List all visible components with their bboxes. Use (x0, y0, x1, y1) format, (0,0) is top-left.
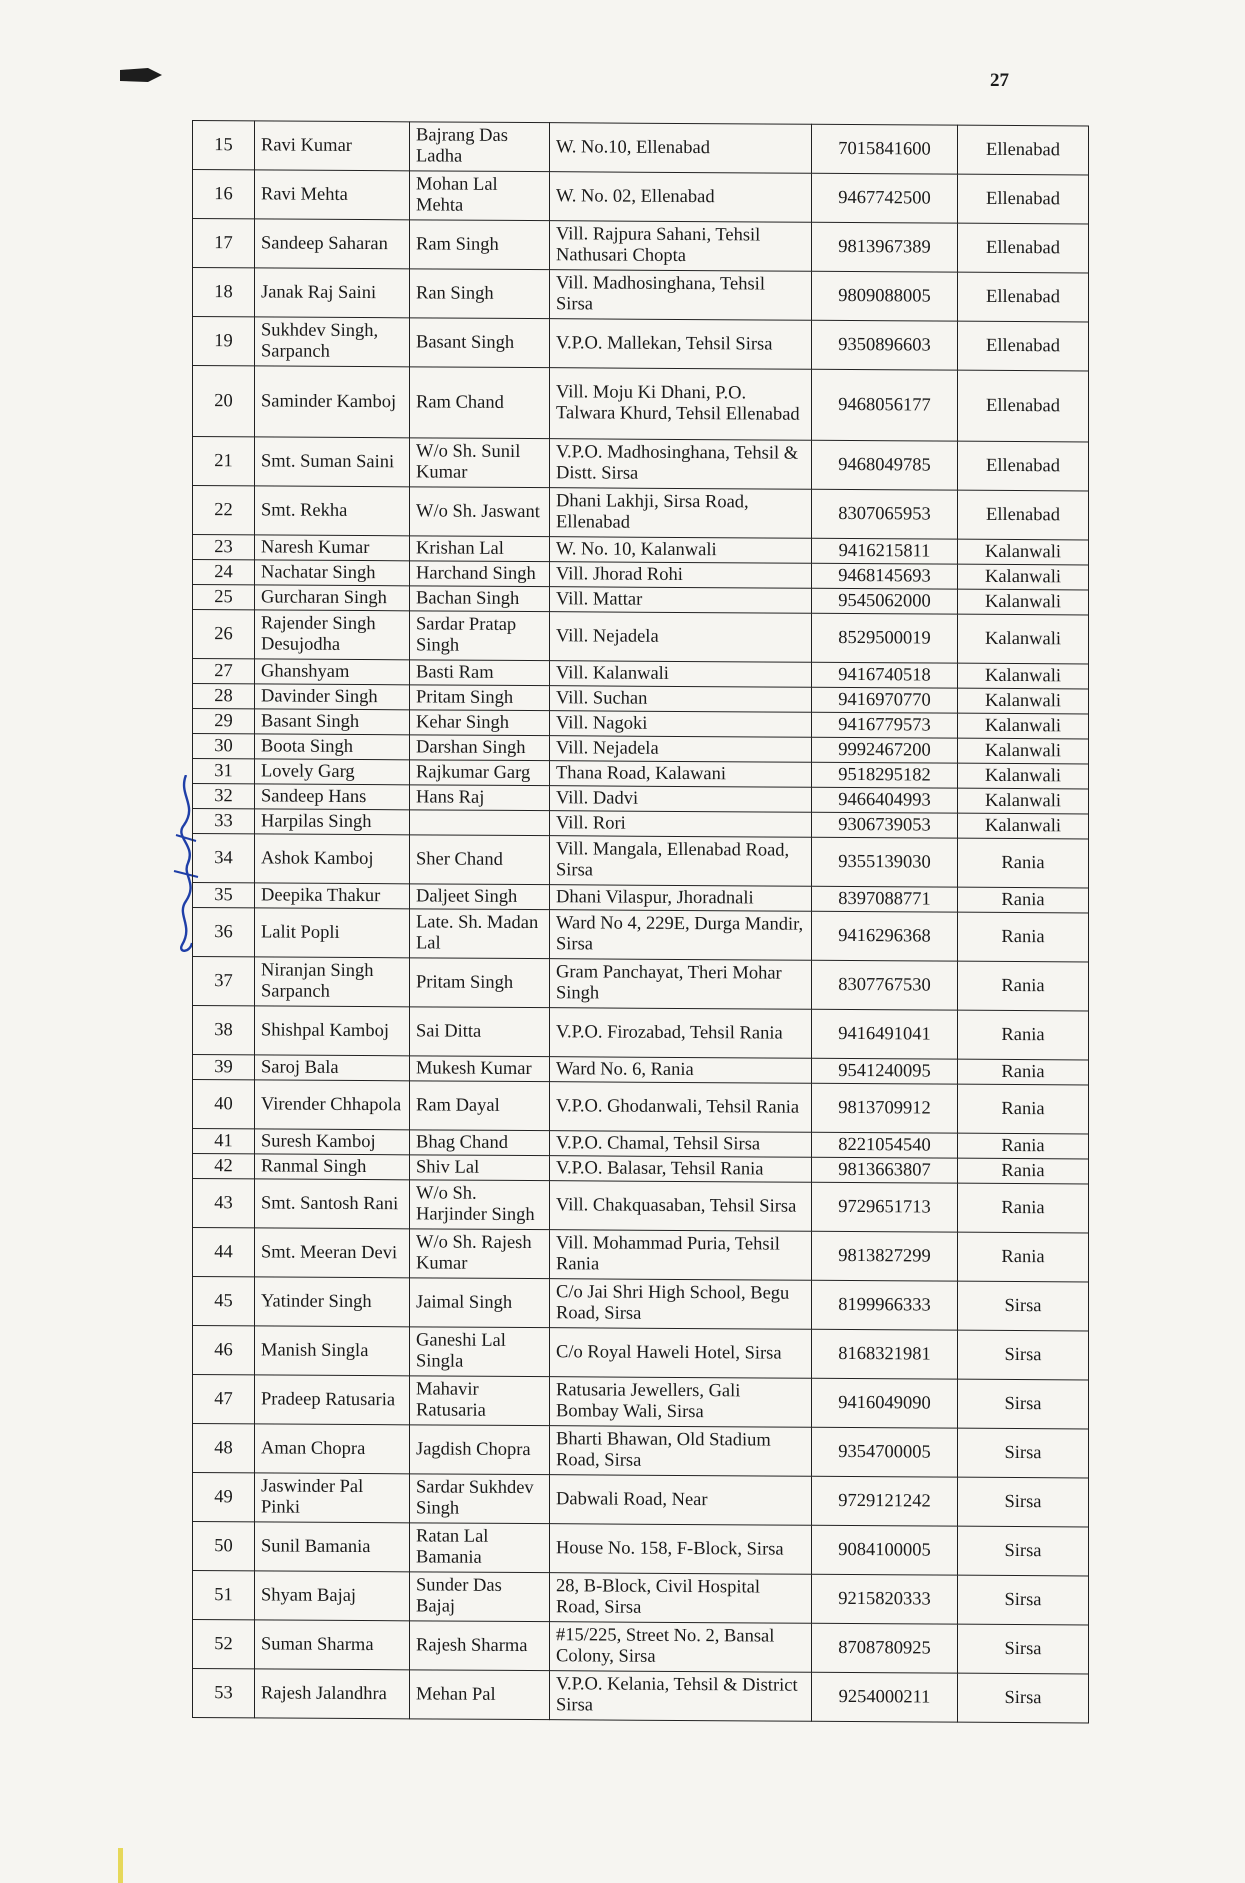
relation-name-cell: Bachan Singh (410, 586, 550, 612)
name-cell: Suman Sharma (255, 1620, 410, 1670)
serial-number-cell: 41 (193, 1129, 255, 1154)
name-cell: Gurcharan Singh (255, 585, 410, 611)
serial-number-cell: 18 (193, 268, 255, 317)
table-body (193, 121, 1089, 1723)
area-cell: Sirsa (958, 1281, 1089, 1331)
address-cell: Vill. Rajpura Sahani, Tehsil Nathusari Chopta (550, 221, 812, 272)
area-cell: Kalanwali (958, 813, 1089, 839)
table-row (193, 610, 1089, 664)
name-cell: Rajesh Jalandhra (255, 1669, 410, 1719)
relation-name-cell: Bajrang Das Ladha (410, 122, 550, 172)
relation-name-cell: Pritam Singh (410, 958, 550, 1008)
serial-number-cell: 46 (193, 1326, 255, 1375)
name-cell: Naresh Kumar (255, 535, 410, 561)
relation-name-cell: W/o Sh. Harjinder Singh (410, 1180, 550, 1230)
name-cell: Boota Singh (255, 734, 410, 760)
relation-name-cell: Bhag Chand (410, 1130, 550, 1156)
phone-number-cell: 9729651713 (812, 1182, 958, 1232)
address-cell: Vill. Jhorad Rohi (550, 562, 812, 589)
address-cell: Vill. Mohammad Puria, Tehsil Rania (550, 1230, 812, 1281)
serial-number-cell: 48 (193, 1424, 255, 1473)
area-cell: Kalanwali (958, 539, 1089, 565)
address-cell: W. No. 02, Ellenabad (550, 172, 812, 223)
table-row (193, 1620, 1089, 1674)
member-list-table (192, 120, 1089, 1723)
relation-name-cell: Ram Singh (410, 220, 550, 270)
phone-number-cell: 9813663807 (812, 1157, 958, 1183)
phone-number-cell: 9416491041 (812, 1009, 958, 1059)
name-cell: Ravi Kumar (255, 121, 410, 171)
area-cell: Ellenabad (958, 125, 1089, 175)
relation-name-cell: Mahavir Ratusaria (410, 1376, 550, 1426)
address-cell: #15/225, Street No. 2, Bansal Colony, Sirsa (550, 1622, 812, 1673)
table-row (193, 219, 1089, 273)
serial-number-cell: 27 (193, 659, 255, 684)
phone-number-cell: 9468056177 (812, 369, 958, 441)
address-cell: House No. 158, F-Block, Sirsa (550, 1524, 812, 1575)
serial-number-cell: 31 (193, 759, 255, 784)
area-cell: Rania (958, 838, 1089, 888)
table-row (193, 121, 1089, 175)
area-cell: Rania (958, 1232, 1089, 1282)
name-cell: Saroj Bala (255, 1055, 410, 1081)
area-cell: Ellenabad (958, 370, 1089, 442)
phone-number-cell: 9729121242 (812, 1476, 958, 1526)
address-cell: V.P.O. Mallekan, Tehsil Sirsa (550, 319, 812, 370)
area-cell: Kalanwali (958, 663, 1089, 689)
address-cell: Dabwali Road, Near (550, 1475, 812, 1526)
serial-number-cell: 39 (193, 1055, 255, 1080)
phone-number-cell: 9416779573 (812, 712, 958, 738)
area-cell: Sirsa (958, 1673, 1089, 1723)
table-row (193, 834, 1089, 888)
serial-number-cell: 28 (193, 684, 255, 709)
phone-number-cell: 9254000211 (812, 1672, 958, 1722)
area-cell: Rania (958, 912, 1089, 962)
table-row (193, 170, 1089, 224)
name-cell: Smt. Santosh Rani (255, 1179, 410, 1229)
address-cell: 28, B-Block, Civil Hospital Road, Sirsa (550, 1573, 812, 1624)
name-cell: Virender Chhapola (255, 1080, 410, 1130)
name-cell: Ghanshyam (255, 659, 410, 685)
table-row (193, 268, 1089, 322)
address-cell: Vill. Mattar (550, 587, 812, 614)
serial-number-cell: 22 (193, 486, 255, 535)
area-cell: Rania (958, 961, 1089, 1011)
area-cell: Kalanwali (958, 738, 1089, 764)
phone-number-cell: 9813967389 (812, 222, 958, 272)
name-cell: Smt. Meeran Devi (255, 1228, 410, 1278)
address-cell: Thana Road, Kalawani (550, 761, 812, 788)
address-cell: W. No. 10, Kalanwali (550, 537, 812, 564)
name-cell: Aman Chopra (255, 1424, 410, 1474)
area-cell: Ellenabad (958, 321, 1089, 371)
relation-name-cell: Rajesh Sharma (410, 1621, 550, 1671)
serial-number-cell: 44 (193, 1228, 255, 1277)
area-cell: Rania (958, 1133, 1089, 1159)
name-cell: Suresh Kamboj (255, 1129, 410, 1155)
phone-number-cell: 8529500019 (812, 613, 958, 663)
table-row (193, 366, 1089, 442)
serial-number-cell: 32 (193, 784, 255, 809)
name-cell: Pradeep Ratusaria (255, 1375, 410, 1425)
phone-number-cell: 9545062000 (812, 588, 958, 614)
relation-name-cell: Ram Chand (410, 367, 550, 439)
phone-number-cell: 8307767530 (812, 960, 958, 1010)
punch-hole-mark (118, 62, 164, 88)
relation-name-cell: Mohan Lal Mehta (410, 171, 550, 221)
area-cell: Kalanwali (958, 713, 1089, 739)
serial-number-cell: 49 (193, 1473, 255, 1522)
name-cell: Lovely Garg (255, 759, 410, 785)
address-cell: Vill. Nagoki (550, 711, 812, 738)
relation-name-cell: Mehan Pal (410, 1670, 550, 1720)
table-row (193, 486, 1089, 540)
table-row (193, 317, 1089, 371)
area-cell: Sirsa (958, 1428, 1089, 1478)
table-row (193, 1375, 1089, 1429)
serial-number-cell: 36 (193, 908, 255, 957)
area-cell: Sirsa (958, 1575, 1089, 1625)
address-cell: V.P.O. Ghodanwali, Tehsil Rania (550, 1082, 812, 1133)
area-cell: Kalanwali (958, 589, 1089, 615)
area-cell: Sirsa (958, 1379, 1089, 1429)
area-cell: Sirsa (958, 1624, 1089, 1674)
relation-name-cell: Sardar Sukhdev Singh (410, 1474, 550, 1524)
serial-number-cell: 45 (193, 1277, 255, 1326)
phone-number-cell: 9416049090 (812, 1378, 958, 1428)
address-cell: V.P.O. Firozabad, Tehsil Rania (550, 1008, 812, 1059)
relation-name-cell: Ran Singh (410, 269, 550, 319)
serial-number-cell: 17 (193, 219, 255, 268)
phone-number-cell: 9467742500 (812, 173, 958, 223)
table-row (193, 1006, 1089, 1060)
serial-number-cell: 26 (193, 610, 255, 659)
phone-number-cell: 9416296368 (812, 911, 958, 961)
name-cell: Yatinder Singh (255, 1277, 410, 1327)
relation-name-cell: Ram Dayal (410, 1081, 550, 1131)
table-row (193, 1277, 1089, 1331)
table-row (193, 957, 1089, 1011)
phone-number-cell: 8397088771 (812, 886, 958, 912)
area-cell: Ellenabad (958, 490, 1089, 540)
serial-number-cell: 53 (193, 1669, 255, 1718)
serial-number-cell: 37 (193, 957, 255, 1006)
relation-name-cell: Jaimal Singh (410, 1278, 550, 1328)
table-row (193, 1228, 1089, 1282)
serial-number-cell: 21 (193, 437, 255, 486)
phone-number-cell: 9416970770 (812, 687, 958, 713)
serial-number-cell: 43 (193, 1179, 255, 1228)
address-cell: Ward No 4, 229E, Durga Mandir, Sirsa (550, 910, 812, 961)
address-cell: Vill. Suchan (550, 686, 812, 713)
address-cell: Vill. Chakquasaban, Tehsil Sirsa (550, 1181, 812, 1232)
address-cell: Ward No. 6, Rania (550, 1057, 812, 1084)
relation-name-cell: Harchand Singh (410, 561, 550, 587)
relation-name-cell: Sunder Das Bajaj (410, 1572, 550, 1622)
relation-name-cell: Basti Ram (410, 660, 550, 686)
address-cell: Bharti Bhawan, Old Stadium Road, Sirsa (550, 1426, 812, 1477)
name-cell: Jaswinder Pal Pinki (255, 1473, 410, 1523)
serial-number-cell: 35 (193, 883, 255, 908)
phone-number-cell: 9416740518 (812, 662, 958, 688)
name-cell: Shishpal Kamboj (255, 1006, 410, 1056)
relation-name-cell: Ratan Lal Bamania (410, 1523, 550, 1573)
serial-number-cell: 29 (193, 709, 255, 734)
area-cell: Kalanwali (958, 763, 1089, 789)
relation-name-cell: Late. Sh. Madan Lal (410, 909, 550, 959)
area-cell: Rania (958, 1084, 1089, 1134)
phone-number-cell: 9813827299 (812, 1231, 958, 1281)
name-cell: Ranmal Singh (255, 1154, 410, 1180)
phone-number-cell: 9215820333 (812, 1574, 958, 1624)
area-cell: Ellenabad (958, 441, 1089, 491)
name-cell: Niranjan Singh Sarpanch (255, 957, 410, 1007)
name-cell: Saminder Kamboj (255, 366, 410, 438)
phone-number-cell: 9354700005 (812, 1427, 958, 1477)
address-cell: Vill. Nejadela (550, 612, 812, 663)
phone-number-cell: 8199966333 (812, 1280, 958, 1330)
relation-name-cell: W/o Sh. Jaswant (410, 487, 550, 537)
area-cell: Rania (958, 1059, 1089, 1085)
name-cell: Rajender Singh Desujodha (255, 610, 410, 660)
phone-number-cell: 9468049785 (812, 440, 958, 490)
relation-name-cell: Rajkumar Garg (410, 760, 550, 786)
name-cell: Janak Raj Saini (255, 268, 410, 318)
page-number: 27 (990, 70, 1009, 91)
name-cell: Sunil Bamania (255, 1522, 410, 1572)
serial-number-cell: 40 (193, 1080, 255, 1129)
phone-number-cell: 9350896603 (812, 320, 958, 370)
serial-number-cell: 25 (193, 585, 255, 610)
serial-number-cell: 51 (193, 1571, 255, 1620)
relation-name-cell: Sher Chand (410, 835, 550, 885)
serial-number-cell: 52 (193, 1620, 255, 1669)
address-cell: W. No.10, Ellenabad (550, 123, 812, 174)
address-cell: Vill. Mangala, Ellenabad Road, Sirsa (550, 836, 812, 887)
relation-name-cell: Kehar Singh (410, 710, 550, 736)
phone-number-cell: 7015841600 (812, 124, 958, 174)
address-cell: Vill. Dadvi (550, 786, 812, 813)
name-cell: Sukhdev Singh, Sarpanch (255, 317, 410, 367)
relation-name-cell: Mukesh Kumar (410, 1056, 550, 1082)
relation-name-cell: Ganeshi Lal Singla (410, 1327, 550, 1377)
phone-number-cell: 9416215811 (812, 538, 958, 564)
address-cell: V.P.O. Chamal, Tehsil Sirsa (550, 1131, 812, 1158)
phone-number-cell: 9355139030 (812, 837, 958, 887)
area-cell: Kalanwali (958, 788, 1089, 814)
serial-number-cell: 19 (193, 317, 255, 366)
serial-number-cell: 47 (193, 1375, 255, 1424)
table-row (193, 1080, 1089, 1134)
phone-number-cell: 9992467200 (812, 737, 958, 763)
serial-number-cell: 30 (193, 734, 255, 759)
serial-number-cell: 42 (193, 1154, 255, 1179)
name-cell: Lalit Popli (255, 908, 410, 958)
address-cell: Vill. Madhosinghana, Tehsil Sirsa (550, 270, 812, 321)
serial-number-cell: 50 (193, 1522, 255, 1571)
name-cell: Sandeep Saharan (255, 219, 410, 269)
name-cell: Ashok Kamboj (255, 834, 410, 884)
area-cell: Kalanwali (958, 688, 1089, 714)
phone-number-cell: 9809088005 (812, 271, 958, 321)
area-cell: Kalanwali (958, 564, 1089, 590)
table-row (193, 1571, 1089, 1625)
serial-number-cell: 24 (193, 560, 255, 585)
relation-name-cell: W/o Sh. Sunil Kumar (410, 438, 550, 488)
address-cell: Vill. Rori (550, 811, 812, 838)
area-cell: Kalanwali (958, 614, 1089, 664)
address-cell: Vill. Nejadela (550, 736, 812, 763)
phone-number-cell: 9518295182 (812, 762, 958, 788)
relation-name-cell: Sardar Pratap Singh (410, 611, 550, 661)
area-cell: Ellenabad (958, 223, 1089, 273)
area-cell: Ellenabad (958, 174, 1089, 224)
address-cell: Vill. Moju Ki Dhani, P.O. Talwara Khurd, Tehsil Ellenabad (550, 368, 812, 441)
area-cell: Sirsa (958, 1477, 1089, 1527)
name-cell: Ravi Mehta (255, 170, 410, 220)
serial-number-cell: 34 (193, 834, 255, 883)
name-cell: Davinder Singh (255, 684, 410, 710)
serial-number-cell: 33 (193, 809, 255, 834)
address-cell: Dhani Lakhji, Sirsa Road, Ellenabad (550, 488, 812, 539)
area-cell: Rania (958, 1158, 1089, 1184)
relation-name-cell (410, 810, 550, 836)
relation-name-cell: Daljeet Singh (410, 884, 550, 910)
serial-number-cell: 38 (193, 1006, 255, 1055)
serial-number-cell: 16 (193, 170, 255, 219)
phone-number-cell: 9084100005 (812, 1525, 958, 1575)
table-row (193, 1424, 1089, 1478)
name-cell: Smt. Rekha (255, 486, 410, 536)
area-cell: Ellenabad (958, 272, 1089, 322)
address-cell: V.P.O. Balasar, Tehsil Rania (550, 1156, 812, 1183)
phone-number-cell: 8168321981 (812, 1329, 958, 1379)
relation-name-cell: Basant Singh (410, 318, 550, 368)
relation-name-cell: Darshan Singh (410, 735, 550, 761)
table-row (193, 1669, 1089, 1723)
document-sheet (192, 120, 1088, 1723)
phone-number-cell: 9306739053 (812, 812, 958, 838)
area-cell: Rania (958, 887, 1089, 913)
area-cell: Rania (958, 1183, 1089, 1233)
phone-number-cell: 9813709912 (812, 1083, 958, 1133)
serial-number-cell: 23 (193, 535, 255, 560)
table-row (193, 1326, 1089, 1380)
table-row (193, 1522, 1089, 1576)
phone-number-cell: 8221054540 (812, 1132, 958, 1158)
relation-name-cell: Sai Ditta (410, 1007, 550, 1057)
table-row (193, 1179, 1089, 1233)
phone-number-cell: 9466404993 (812, 787, 958, 813)
name-cell: Nachatar Singh (255, 560, 410, 586)
phone-number-cell: 8307065953 (812, 489, 958, 539)
table-row (193, 1473, 1089, 1527)
serial-number-cell: 20 (193, 366, 255, 437)
relation-name-cell: Hans Raj (410, 785, 550, 811)
name-cell: Sandeep Hans (255, 784, 410, 810)
relation-name-cell: Shiv Lal (410, 1155, 550, 1181)
address-cell: C/o Jai Shri High School, Begu Road, Sirsa (550, 1279, 812, 1330)
name-cell: Smt. Suman Saini (255, 437, 410, 487)
table-row (193, 908, 1089, 962)
address-cell: V.P.O. Kelania, Tehsil & District Sirsa (550, 1671, 812, 1722)
address-cell: V.P.O. Madhosinghana, Tehsil & Distt. Sirsa (550, 439, 812, 490)
name-cell: Deepika Thakur (255, 883, 410, 909)
relation-name-cell: Pritam Singh (410, 685, 550, 711)
name-cell: Shyam Bajaj (255, 1571, 410, 1621)
area-cell: Sirsa (958, 1526, 1089, 1576)
area-cell: Rania (958, 1010, 1089, 1060)
address-cell: Dhani Vilaspur, Jhoradnali (550, 885, 812, 912)
scan-edge-mark (118, 1848, 123, 1883)
serial-number-cell: 15 (193, 121, 255, 170)
relation-name-cell: Krishan Lal (410, 536, 550, 562)
phone-number-cell: 9541240095 (812, 1058, 958, 1084)
phone-number-cell: 9468145693 (812, 563, 958, 589)
address-cell: Vill. Kalanwali (550, 661, 812, 688)
area-cell: Sirsa (958, 1330, 1089, 1380)
relation-name-cell: Jagdish Chopra (410, 1425, 550, 1475)
address-cell: Gram Panchayat, Theri Mohar Singh (550, 959, 812, 1010)
phone-number-cell: 8708780925 (812, 1623, 958, 1673)
table-row (193, 437, 1089, 491)
address-cell: Ratusaria Jewellers, Gali Bombay Wali, Sirsa (550, 1377, 812, 1428)
address-cell: C/o Royal Haweli Hotel, Sirsa (550, 1328, 812, 1379)
name-cell: Harpilas Singh (255, 809, 410, 835)
relation-name-cell: W/o Sh. Rajesh Kumar (410, 1229, 550, 1279)
name-cell: Basant Singh (255, 709, 410, 735)
name-cell: Manish Singla (255, 1326, 410, 1376)
